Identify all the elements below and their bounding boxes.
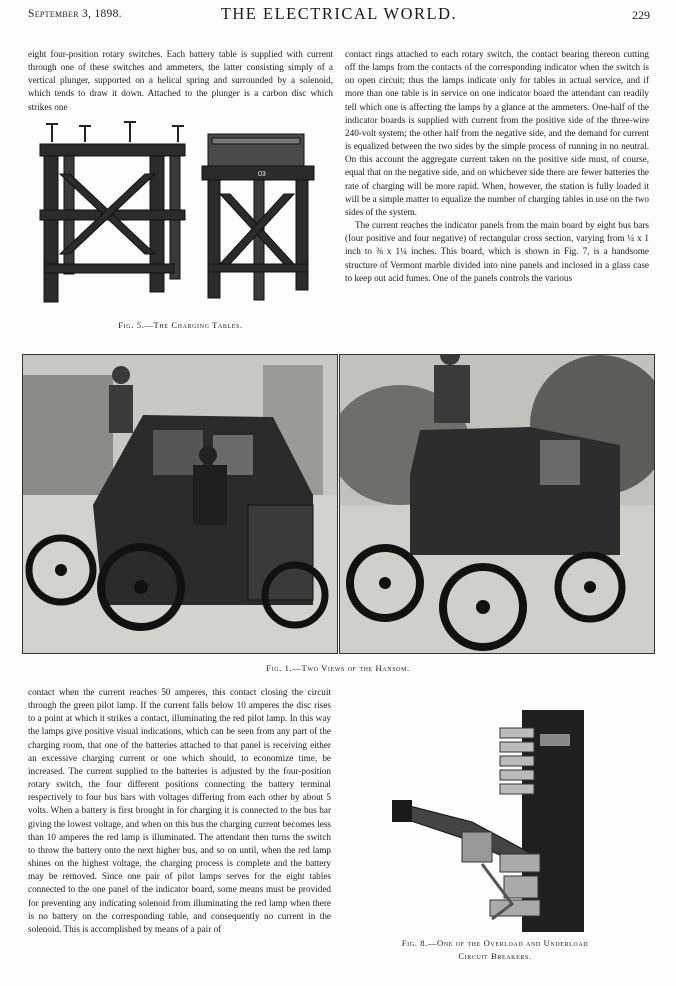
figure-8-caption-line-1: Fig. 8.—One of the Overload and Underload xyxy=(401,938,589,948)
text-column-top-right xyxy=(345,48,649,330)
paragraph: eight four-position rotary switches. Each battery table is supplied with current through one of these switches and ammeters, the latter consisting simply of a vertical plunger, supported on a helical spring and surrounded by a solenoid, which tends to draw it down. Attached to the plunger is a carbon disc which strikes one xyxy=(28,49,333,112)
paragraph: contact rings attached to each rotary switch, the contact bearing thereon cutting off the lamps from the contacts of the corresponding indicator when the switch is on open circuit; thus the lamps indicate only for tables in actual service, and if more than one table is in service on one indicator board the attendant can readily tell which one is affecting the lamps by a glance at the ammeters. One-half of the indicator boards is supplied with current from the positive side of the three-wire 240-volt system; the other half from the negative side, and the demand for current is equalized between the two sides by the simple process of running in no neutral. On this account the aggregate current taken on the positive side must, of course, equal that on the negative side, and on whichever side there are fewer batteries the rate of charging will be more rapid. When, however, the station is fully loaded it will be a simple matter to equalize the number of charging tables in use on the two sides of the system. xyxy=(345,49,649,217)
charging-tables-illustration xyxy=(30,114,332,316)
paragraph: contact when the current reaches 50 amperes, this contact closing the circuit through the green pilot lamp. If the current falls below 10 amperes the disc rises to a point at which it strikes a contact, illuminating the red pilot lamp. In this way the lamps give positive visual indications, which can be seen from any part of the charging room, that one of the batteries attached to that panel is receiving either an excessive charging current or one which should, to economize time, be increased. The current supplied to the batteries is adjusted by the four-position rotary switch, the four different positions connecting the battery terminal respectively to four bus bars with voltages differing from each other by about 5 volts. When a battery is first brought in for charging it is connected to the bus bar giving the lowest voltage, and when on this bus the charging current becomes less than 10 amperes the red lamp is illuminated. The attendant then turns the switch to throw the battery onto the next higher bus, and so on until, when the red lamp shines on the highest voltage, the charging process is complete and the battery may be removed. Since one pair of pilot lamps serves for the eight tables connected to the one panel of the indicator board, some means must be provided for preventing any indicating solenoid from illuminating the red lamp when there is no battery on the corresponding table, and consequently no current in the solenoid. This is accomplished by means of a pair of xyxy=(28,687,331,934)
journal-title: THE ELECTRICAL WORLD. xyxy=(220,4,458,23)
page-header xyxy=(28,4,650,26)
paragraph: The current reaches the indicator panels from the main board by eight bus bars (four positive and four negative) of rectangular cross section, varying from ¼ x 1 inch to ⅜ x 1¼ inches. This board, which is shown in Fig. 7, is a handsome structure of Vermont marble divided into nine panels and inclosed in a glass case to keep out acid fumes. One of the panels controls the various xyxy=(345,220,649,283)
text-column-bottom-left xyxy=(28,686,331,972)
hansom-cab-photo-rear xyxy=(339,354,655,654)
table-number-label: 03 xyxy=(258,171,266,178)
circuit-breaker-illustration xyxy=(382,704,592,936)
issue-date: September 3, 1898. xyxy=(28,8,122,20)
figure-8-caption-line-2: Circuit Breakers. xyxy=(458,951,532,961)
figure-8-caption xyxy=(340,937,650,963)
hansom-cab-photo-front xyxy=(22,354,338,654)
figure-1-caption: Fig. 1.—Two Views of the Hansom. xyxy=(266,663,410,673)
page-number: 229 xyxy=(632,8,650,22)
figure-5-caption: Fig. 5.—The Charging Tables. xyxy=(118,320,243,330)
